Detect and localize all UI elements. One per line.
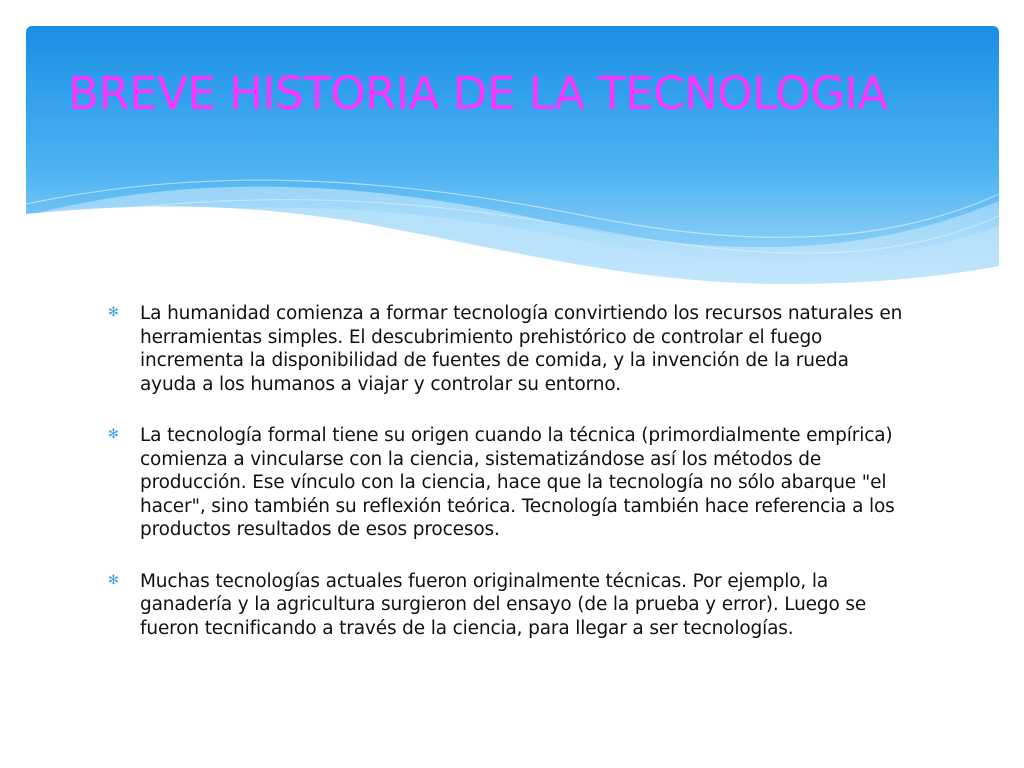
bullet-text: La humanidad comienza a formar tecnología convirtiendo los recursos naturales en herramientas simples. El descubrimiento prehistórico de controlar el fuego incrementa la disponibilidad de fuentes de comida, y la invención de la rueda ayuda a los humanos a viajar y controlar su entorno. [140,303,903,395]
asterisk-icon: ✻ [108,427,119,442]
bullet-item [108,424,908,542]
bullet-item [108,302,908,396]
asterisk-icon: ✻ [108,305,119,320]
bullet-list [108,302,908,668]
bullet-item [108,570,908,641]
bullet-text: La tecnología formal tiene su origen cuando la técnica (primordialmente empírica) comienza a vincularse con la ciencia, sistematizándose así los métodos de producción. Ese vínculo con la ciencia, hace que la tecnología no sólo abarque "el hacer", sino también su reflexión teórica. Tecnología también hace referencia a los productos resultados de esos procesos. [140,425,895,540]
asterisk-icon: ✻ [108,572,119,588]
slide-title: BREVE HISTORIA DE LA TECNOLOGIA [68,67,888,120]
bullet-text: Muchas tecnologías actuales fueron originalmente técnicas. Por ejemplo, la ganadería y la agricultura surgieron del ensayo (de la prueba y error). Luego se fueron tecnificando a través de la ciencia, para llegar a ser tecnologías. [140,570,867,639]
